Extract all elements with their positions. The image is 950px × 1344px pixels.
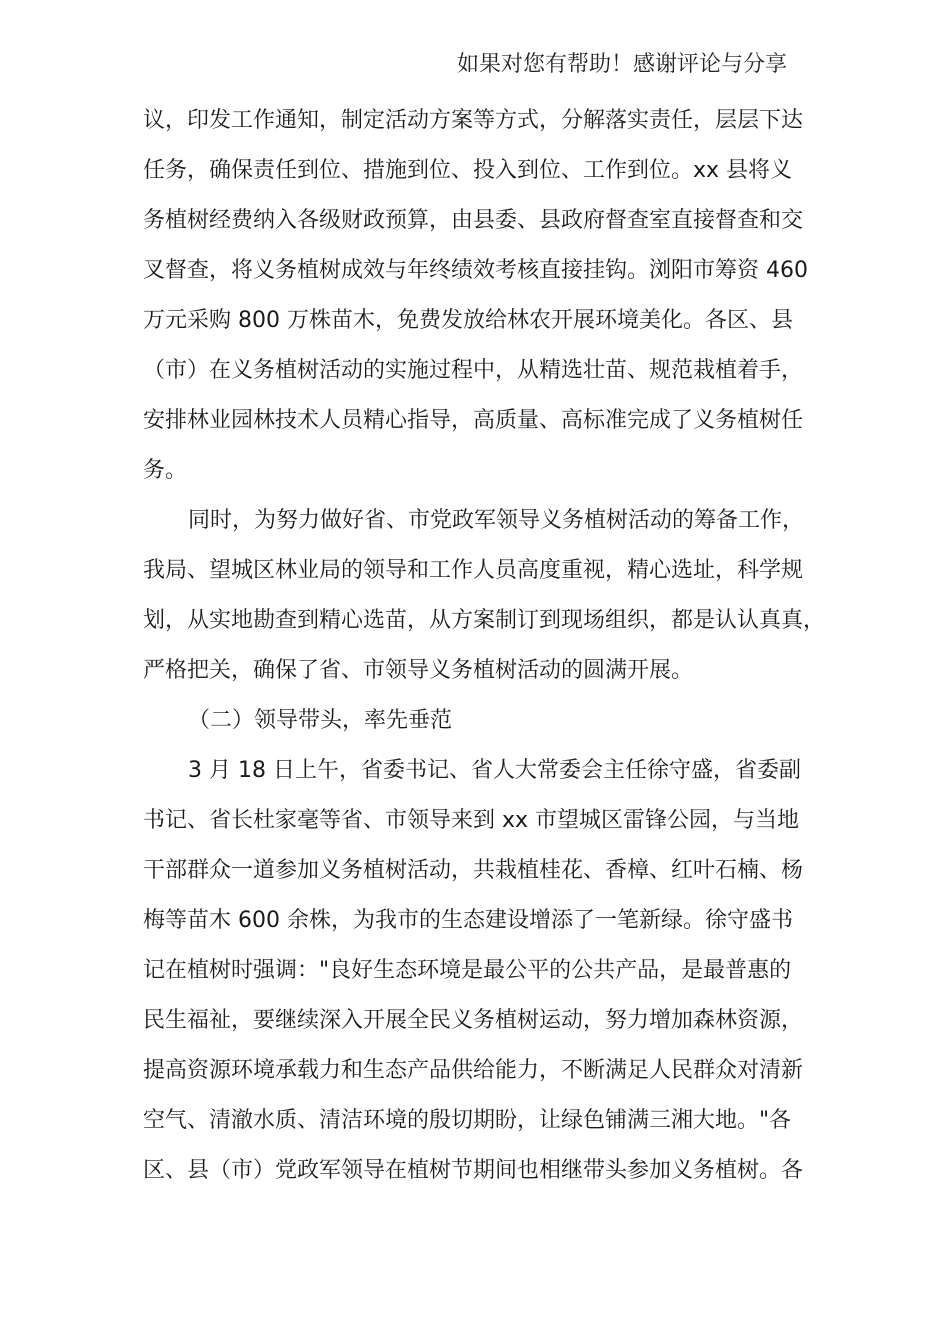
header-note: 如果对您有帮助！感谢评论与分享 — [457, 52, 788, 77]
body-line: 划，从实地勘查到精心选苗，从方案制订到现场组织，都是认认真真， — [143, 608, 826, 633]
body-line: 3 月 18 日上午，省委书记、省人大常委会主任徐守盛，省委副 — [188, 758, 801, 783]
body-line: 我局、望城区林业局的领导和工作人员高度重视，精心选址，科学规 — [143, 558, 804, 583]
body-line: 安排林业园林技术人员精心指导，高质量、高标准完成了义务植树任 — [143, 408, 804, 433]
body-line: 任务，确保责任到位、措施到位、投入到位、工作到位。xx 县将义 — [143, 158, 793, 183]
body-line: （市）在义务植树活动的实施过程中，从精选壮苗、规范栽植着手， — [143, 358, 804, 383]
body-line: 务。 — [143, 458, 188, 483]
body-line: 提高资源环境承载力和生态产品供给能力，不断满足人民群众对清新 — [143, 1058, 804, 1083]
body-line: 同时，为努力做好省、市党政军领导义务植树活动的筹备工作， — [188, 508, 805, 533]
body-line: 议，印发工作通知，制定活动方案等方式，分解落实责任，层层下达 — [143, 108, 804, 133]
body-line: 梅等苗木 600 余株，为我市的生态建设增添了一笔新绿。徐守盛书 — [143, 908, 793, 933]
section-heading: （二）领导带头，率先垂范 — [188, 708, 453, 733]
body-line: 记在植树时强调："良好生态环境是最公平的公共产品，是最普惠的 — [143, 958, 792, 983]
body-line: 书记、省长杜家毫等省、市领导来到 xx 市望城区雷锋公园，与当地 — [143, 808, 800, 833]
body-line: 叉督查，将义务植树成效与年终绩效考核直接挂钩。浏阳市筹资 460 — [143, 258, 808, 283]
body-line: 万元采购 800 万株苗木，免费发放给林农开展环境美化。各区、县 — [143, 308, 793, 333]
body-line: 严格把关，确保了省、市领导义务植树活动的圆满开展。 — [143, 658, 694, 683]
body-line: 干部群众一道参加义务植树活动，共栽植桂花、香樟、红叶石楠、杨 — [143, 858, 804, 883]
body-line: 空气、清澈水质、清洁环境的殷切期盼，让绿色铺满三湘大地。"各 — [143, 1108, 792, 1133]
body-line: 务植树经费纳入各级财政预算，由县委、县政府督查室直接督查和交 — [143, 208, 804, 233]
body-line: 区、县（市）党政军领导在植树节期间也相继带头参加义务植树。各 — [143, 1158, 804, 1183]
body-line: 民生福祉，要继续深入开展全民义务植树运动，努力增加森林资源， — [143, 1008, 804, 1033]
